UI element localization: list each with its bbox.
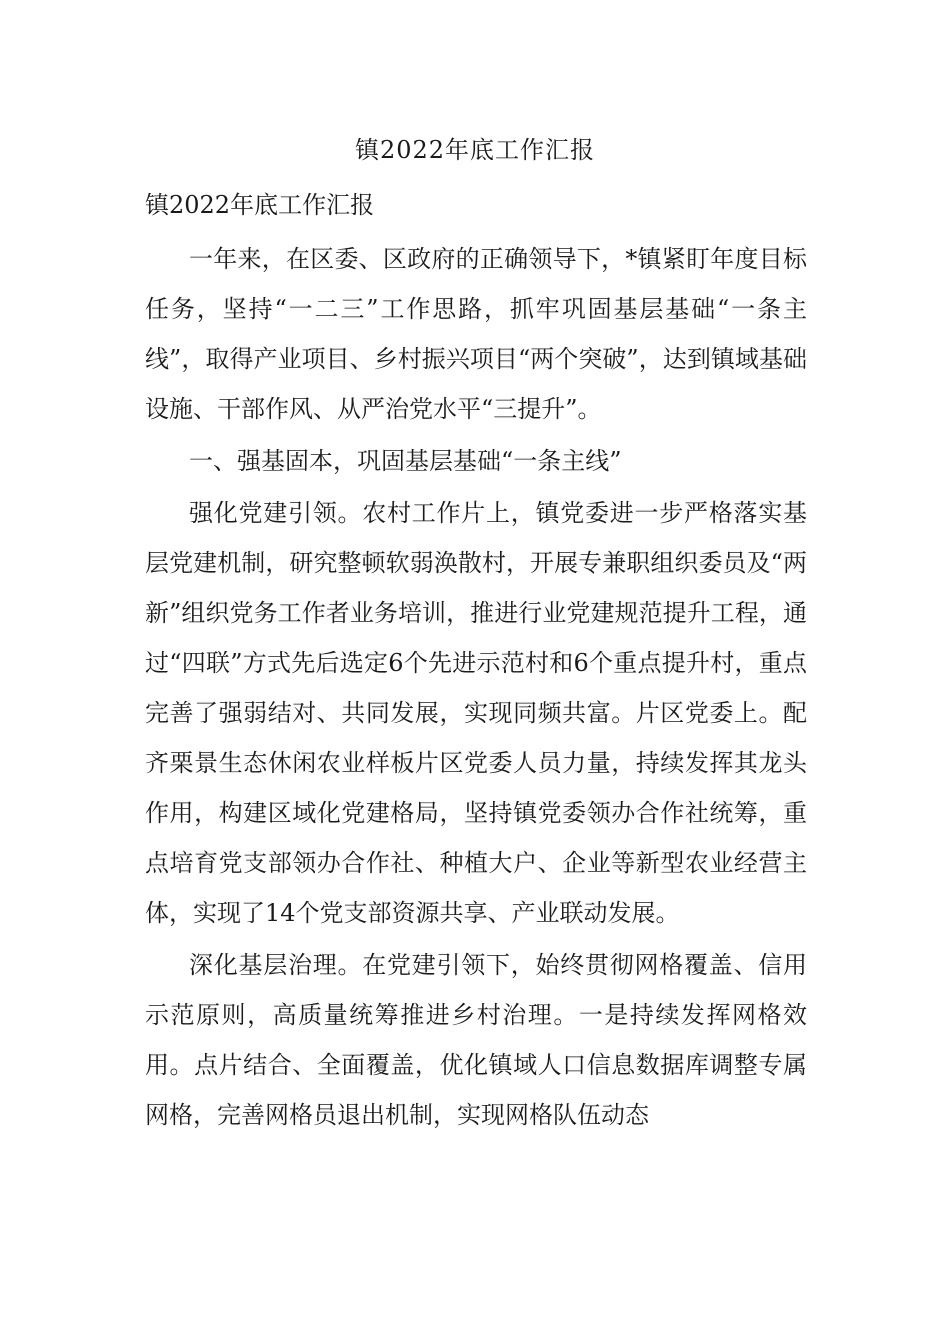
document-title: 镇2022年底工作汇报 [354, 136, 596, 164]
paragraph-governance: 深化基层治理。在党建引领下，始终贯彻网格覆盖、信用示范原则，高质量统筹推进乡村治理。一是持续发挥网格效用。点片结合、全面覆盖，优化镇域人口信息数据库调整专属网格，完善网格员退出机制，实现网格队伍动态 [145, 951, 807, 1129]
paragraph-intro: 一年来，在区委、区政府的正确领导下，*镇紧盯年度目标任务，坚持“一二三”工作思路，抓牢巩固基层基础“一条主线”，取得产业项目、乡村振兴项目“两个突破”，达到镇域基础设施、干部作风、从严治党水平“三提升”。 [145, 245, 807, 423]
paragraph-party-building: 强化党建引领。农村工作片上，镇党委进一步严格落实基层党建机制，研究整顿软弱涣散村，开展专兼职组织委员及“两新”组织党务工作者业务培训，推进行业党建规范提升工程，通过“四联”方式先后选定6个先进示范村和6个重点提升村，重点完善了强弱结对、共同发展，实现同频共富。片区党委上。配齐栗景生态休闲农业样板片区党委人员力量，持续发挥其龙头作用，构建区域化党建格局，坚持镇党委领办合作社统筹，重点培育党支部领办合作社、种植大户、企业等新型农业经营主体，实现了14个党支部资源共享、产业联动发展。 [145, 499, 807, 927]
document-body [145, 180, 807, 1140]
document-subtitle: 镇2022年底工作汇报 [145, 191, 375, 219]
section-heading-1: 一、强基固本，巩固基层基础“一条主线” [189, 447, 622, 475]
